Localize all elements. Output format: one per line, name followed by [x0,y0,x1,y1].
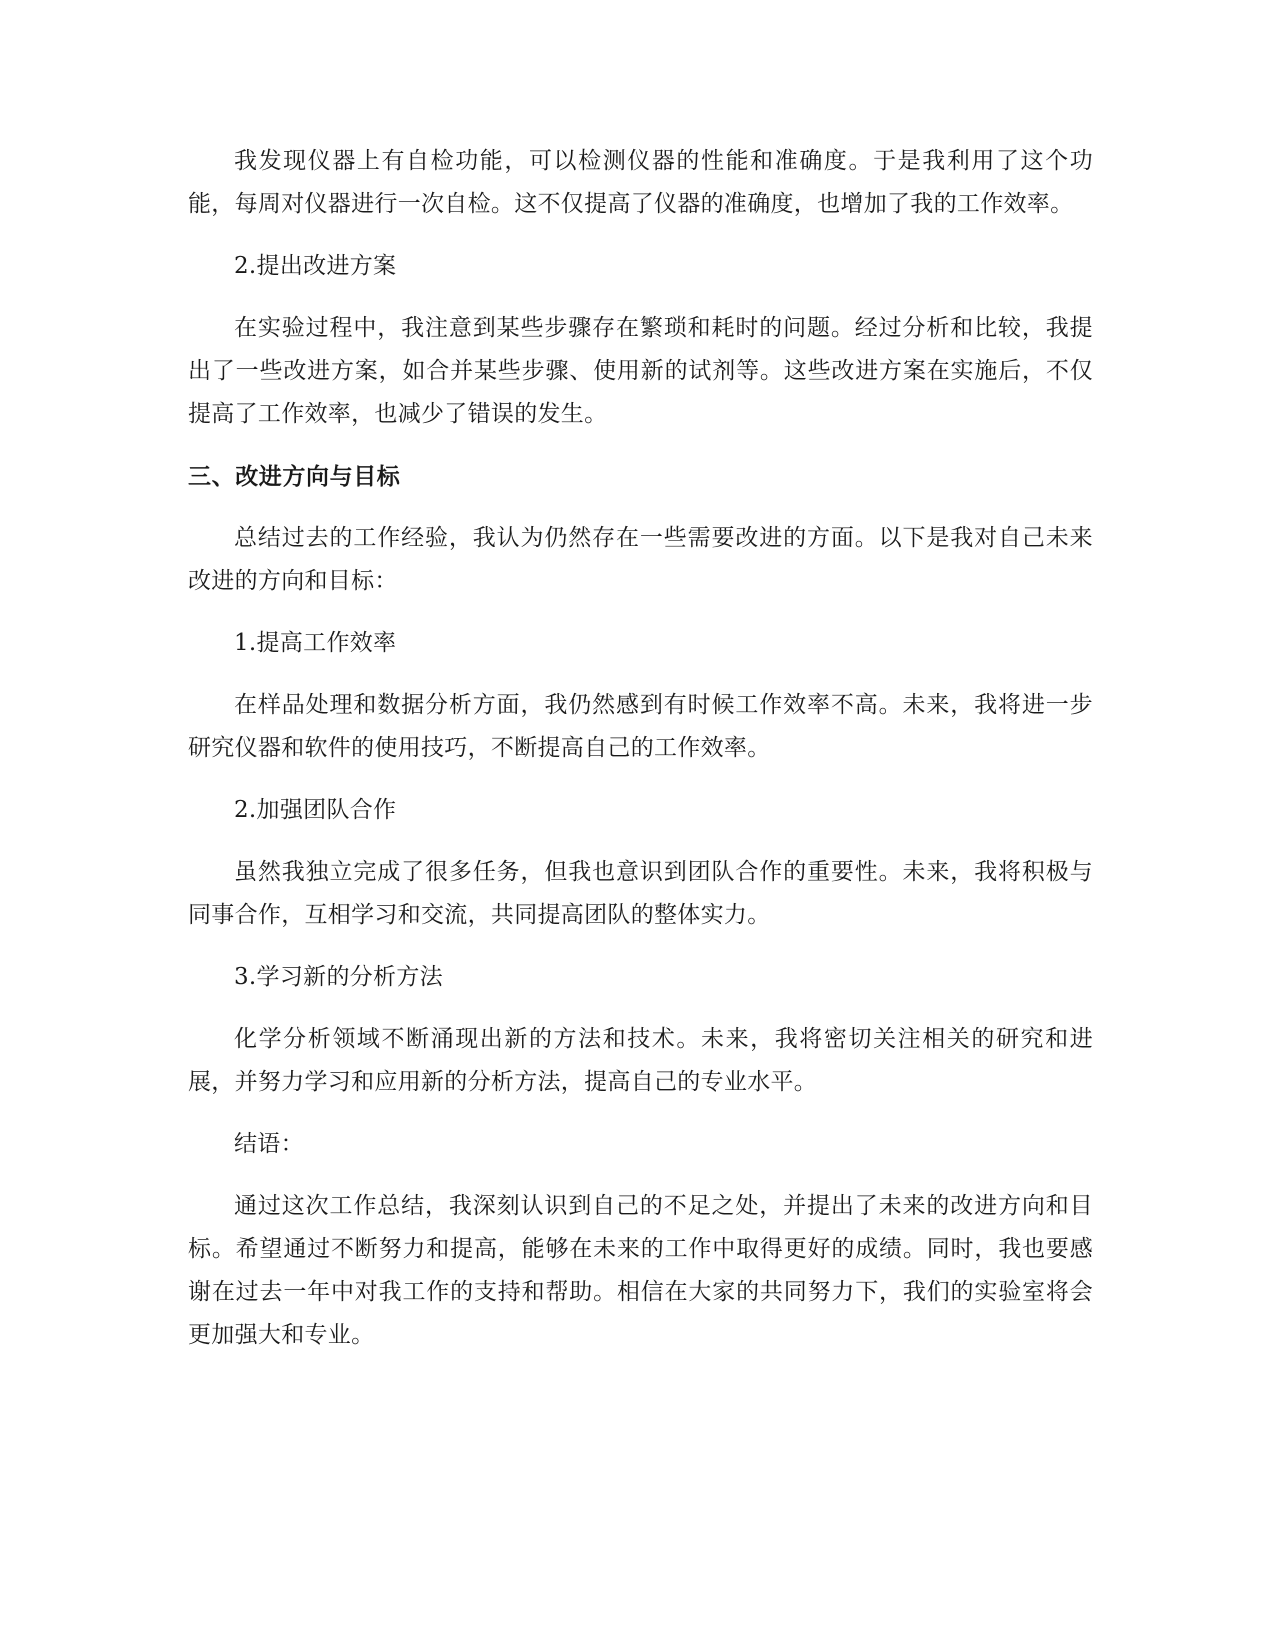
paragraph-efficiency: 在样品处理和数据分析方面，我仍然感到有时候工作效率不高。未来，我将进一步研究仪器和软件的使用技巧，不断提高自己的工作效率。 [188,692,1093,761]
subheading-teamwork: 2.加强团队合作 [234,797,397,823]
subheading-conclusion: 结语： [234,1131,304,1157]
subheading-new-methods: 3.学习新的分析方法 [234,964,443,990]
subheading-efficiency: 1.提高工作效率 [234,630,397,656]
paragraph-teamwork: 虽然我独立完成了很多任务，但我也意识到团队合作的重要性。未来，我将积极与同事合作，互相学习和交流，共同提高团队的整体实力。 [188,859,1093,928]
paragraph-summary-intro: 总结过去的工作经验，我认为仍然存在一些需要改进的方面。以下是我对自己未来改进的方向和目标： [188,525,1093,594]
paragraph-improvement-plan: 在实验过程中，我注意到某些步骤存在繁琐和耗时的问题。经过分析和比较，我提出了一些改进方案，如合并某些步骤、使用新的试剂等。这些改进方案在实施后，不仅提高了工作效率，也减少了错误的发生。 [188,315,1093,427]
paragraph-conclusion: 通过这次工作总结，我深刻认识到自己的不足之处，并提出了未来的改进方向和目标。希望通过不断努力和提高，能够在未来的工作中取得更好的成绩。同时，我也要感谢在过去一年中对我工作的支持和帮助。相信在大家的共同努力下，我们的实验室将会更加强大和专业。 [188,1193,1093,1348]
paragraph-new-methods: 化学分析领域不断涌现出新的方法和技术。未来，我将密切关注相关的研究和进展，并努力学习和应用新的分析方法，提高自己的专业水平。 [188,1026,1093,1095]
subheading-improvement-plan: 2.提出改进方案 [234,253,397,279]
paragraph-self-check: 我发现仪器上有自检功能，可以检测仪器的性能和准确度。于是我利用了这个功能，每周对仪器进行一次自检。这不仅提高了仪器的准确度，也增加了我的工作效率。 [188,148,1093,217]
section-heading-directions-goals: 三、改进方向与目标 [188,463,401,490]
document-body [188,140,1093,1376]
